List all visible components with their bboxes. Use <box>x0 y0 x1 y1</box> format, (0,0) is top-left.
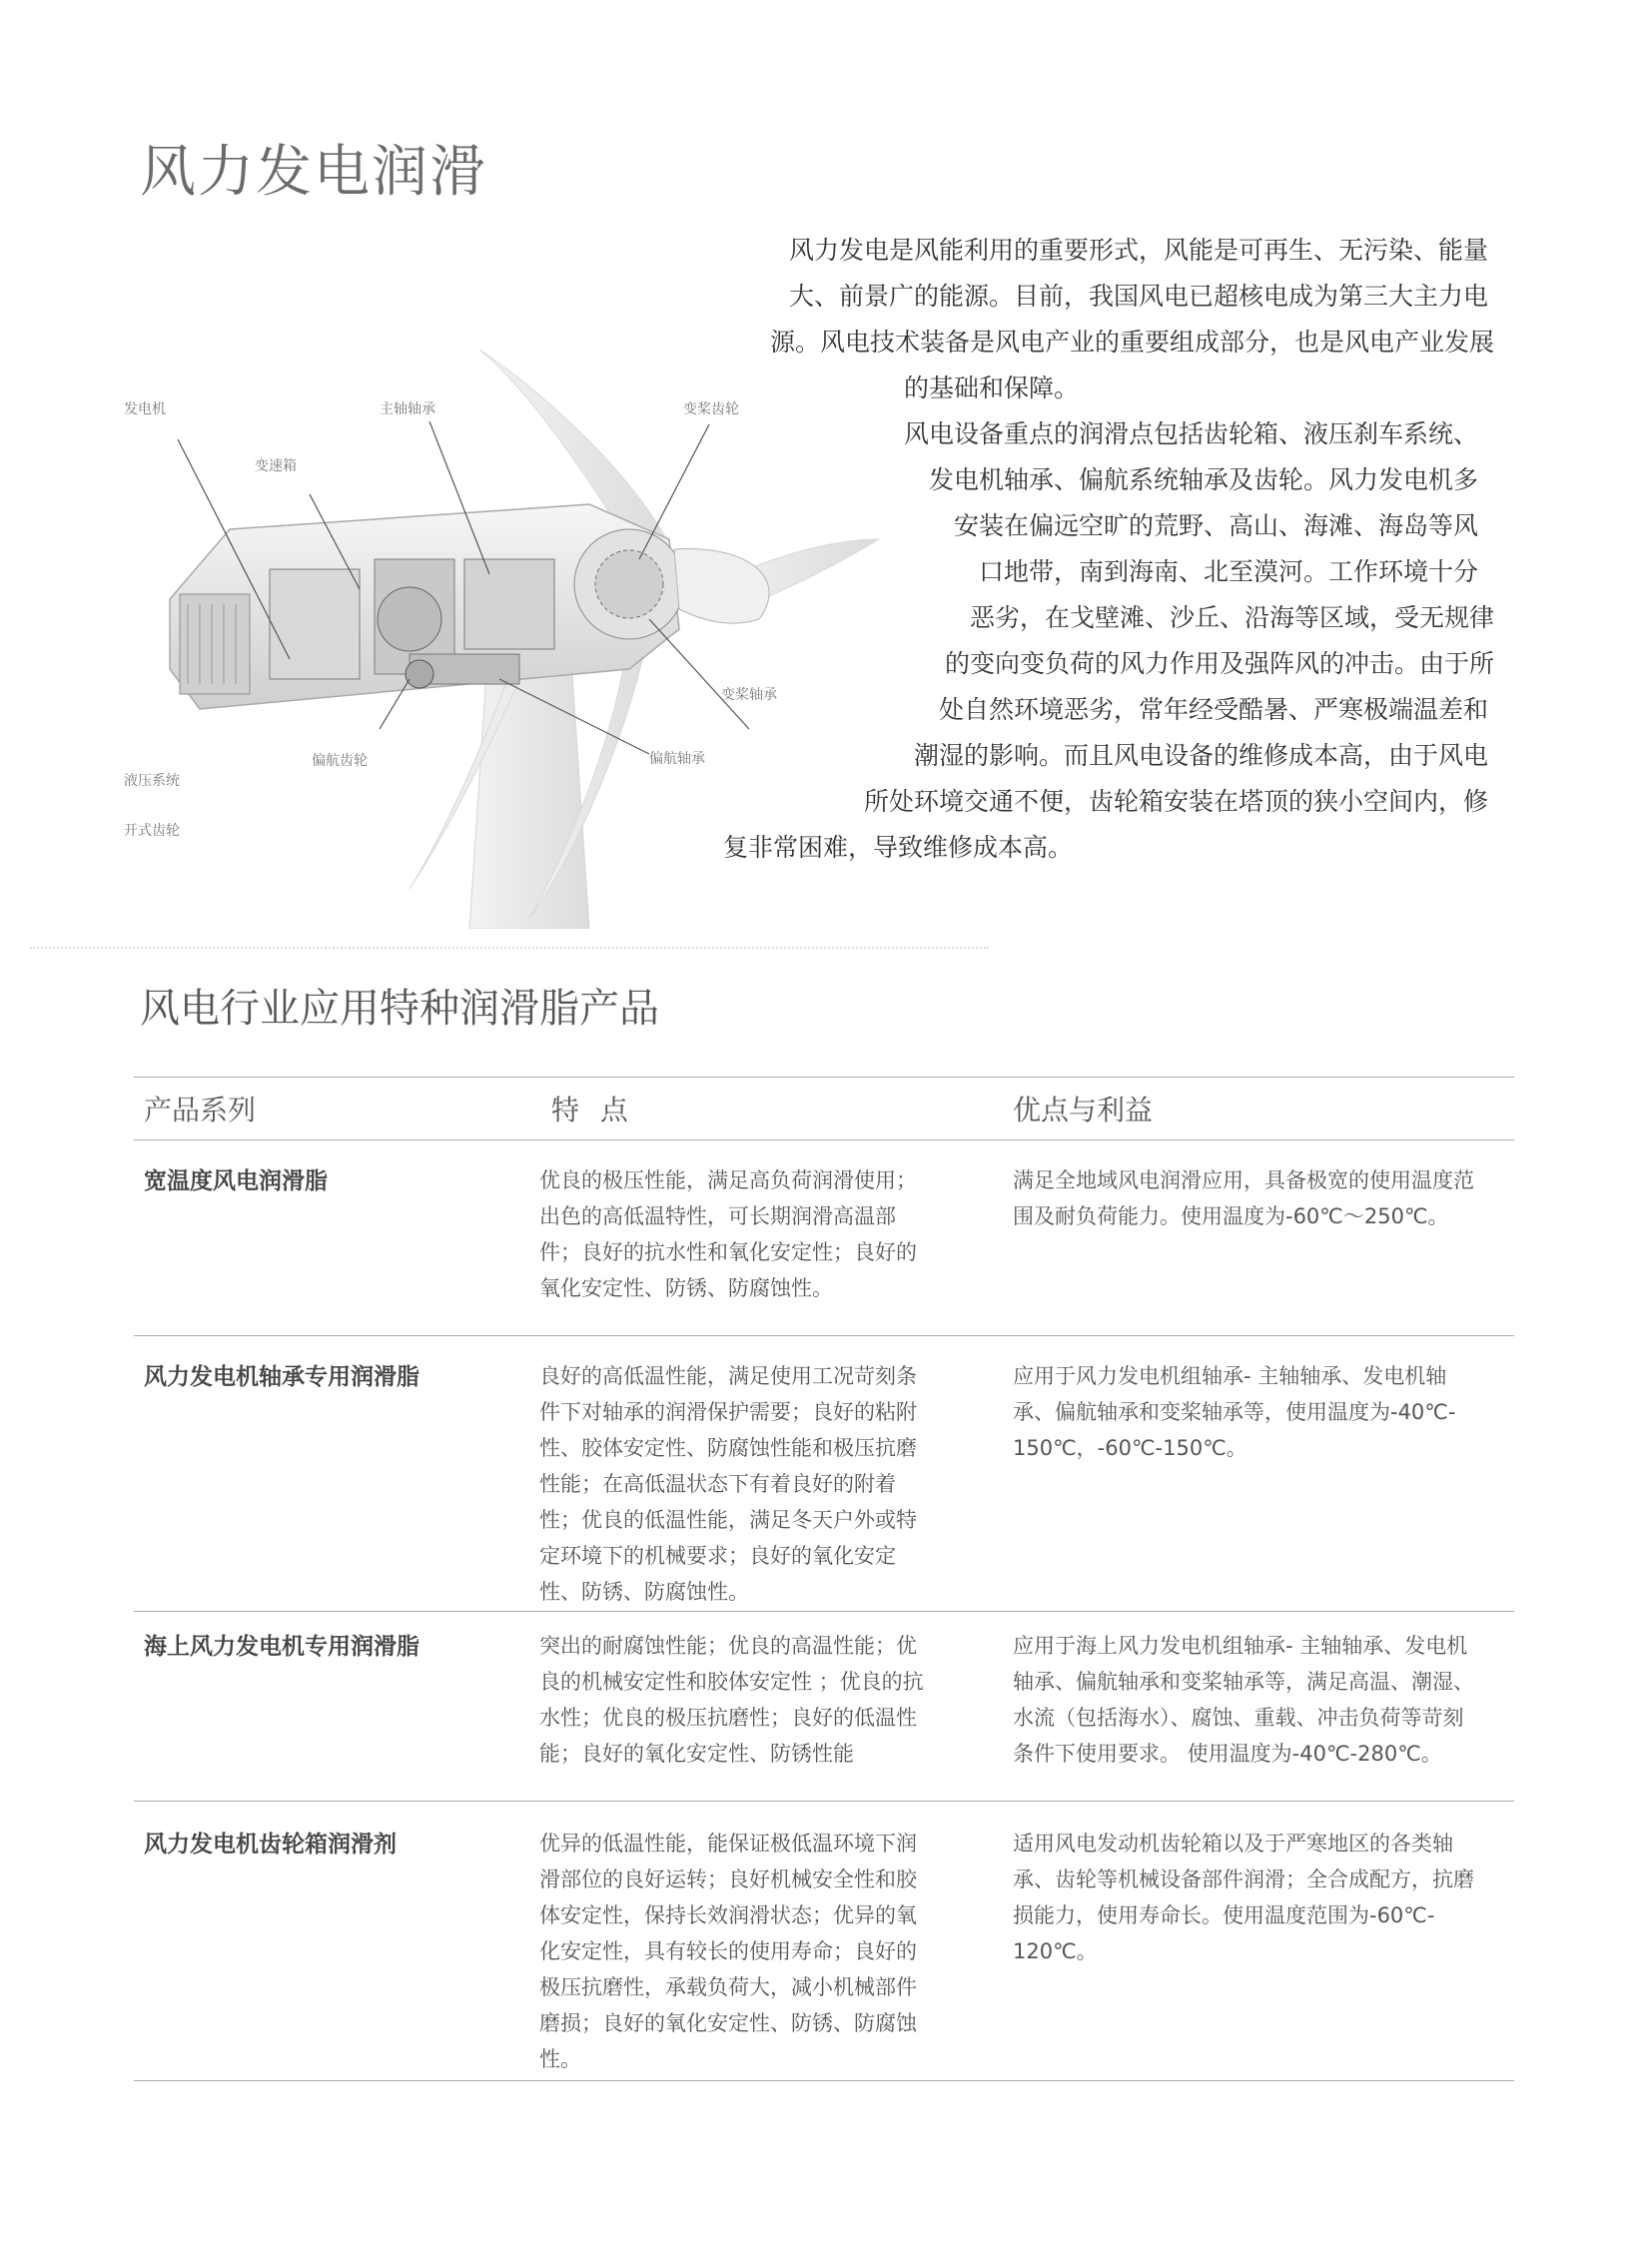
features-line: 极压抗磨性，承载负荷大，减小机械部件 <box>539 1975 917 1999</box>
features-line: 性、胶体安定性、防腐蚀性能和极压抗磨 <box>539 1436 917 1460</box>
features-line: 件下对轴承的润滑保护需要；良好的粘附 <box>539 1400 917 1424</box>
header-series: 产品系列 <box>144 1094 257 1126</box>
features-line: 良好的高低温性能，满足使用工况苛刻条 <box>539 1364 917 1388</box>
label-main-shaft-bearing: 主轴轴承 <box>380 401 435 417</box>
benefits-line: 围及耐负荷能力。使用温度为-60℃～250℃。 <box>1013 1204 1449 1228</box>
benefits-line: 适用风电发动机齿轮箱以及于严寒地区的各类轴 <box>1013 1832 1453 1856</box>
label-pitch-gear: 变桨齿轮 <box>683 401 739 417</box>
product-features <box>539 1162 1013 1335</box>
intro-line: 的变向变负荷的风力作用及强阵风的冲击。由于所 <box>944 649 1494 678</box>
label-yaw-gear: 偏航齿轮 <box>312 753 368 769</box>
features-line: 氧化安定性、防锈、防腐蚀性。 <box>539 1276 833 1300</box>
benefits-line: 150℃，-60℃-150℃。 <box>1013 1436 1247 1460</box>
table-header <box>134 1077 1514 1140</box>
product-benefits <box>1013 1358 1514 1611</box>
intro-line: 风电设备重点的润滑点包括齿轮箱、液压刹车系统、 <box>903 419 1478 448</box>
product-features <box>539 1628 1013 1801</box>
product-benefits <box>1013 1826 1514 2080</box>
label-pitch-bearing: 变桨轴承 <box>721 687 777 703</box>
header-features: 特 点 <box>551 1094 634 1126</box>
features-line: 能；良好的氧化安定性、防锈性能 <box>539 1742 854 1766</box>
intro-line: 潮湿的影响。而且风电设备的维修成本高，由于风电 <box>913 741 1488 770</box>
benefits-line: 应用于风力发电机组轴承- 主轴轴承、发电机轴 <box>1013 1364 1447 1388</box>
benefits-line: 应用于海上风力发电机组轴承- 主轴轴承、发电机 <box>1013 1634 1468 1658</box>
features-line: 优异的低温性能，能保证极低温环境下润 <box>539 1832 917 1856</box>
features-line: 突出的耐腐蚀性能；优良的高温性能；优 <box>539 1634 917 1658</box>
dotted-divider <box>30 947 989 949</box>
benefits-line: 轴承、偏航轴承和变桨轴承等，满足高温、潮湿、 <box>1013 1670 1474 1694</box>
product-features <box>539 1826 1013 2080</box>
benefits-line: 承、齿轮等机械设备部件润滑；全合成配方，抗磨 <box>1013 1868 1474 1891</box>
product-name: 风力发电机轴承专用润滑脂 <box>144 1364 419 1390</box>
table-row <box>134 1336 1514 1612</box>
features-line: 件；良好的抗水性和氧化安定性；良好的 <box>539 1240 917 1264</box>
label-open-gear: 开式齿轮 <box>124 823 180 839</box>
product-benefits <box>1013 1628 1514 1801</box>
features-line: 良的机械安定性和胶体安定性 ；优良的抗 <box>539 1670 924 1694</box>
table-row <box>134 1802 1514 2081</box>
features-line: 性、防锈、防腐蚀性。 <box>539 1580 749 1604</box>
intro-line: 所处环境交通不便，齿轮箱安装在塔顶的狭小空间内，修 <box>863 787 1488 816</box>
benefits-line: 120℃。 <box>1013 1939 1098 1963</box>
benefits-line: 承、偏航轴承和变桨轴承等，使用温度为-40℃- <box>1013 1400 1456 1424</box>
benefits-line: 条件下使用要求。 使用温度为-40℃-280℃。 <box>1013 1742 1442 1766</box>
intro-line: 恶劣，在戈壁滩、沙丘、沿海等区域，受无规律 <box>969 603 1494 632</box>
product-benefits <box>1013 1162 1514 1335</box>
section-title: 风电行业应用特种润滑脂产品 <box>140 986 659 1032</box>
features-line: 滑部位的良好运转；良好机械安全性和胶 <box>539 1868 917 1891</box>
features-line: 磨损；良好的氧化安定性、防锈、防腐蚀 <box>539 2011 917 2035</box>
features-line: 水性；优良的极压抗磨性；良好的低温性 <box>539 1706 917 1730</box>
features-line: 性能；在高低温状态下有着良好的附着 <box>539 1472 896 1496</box>
benefits-line: 损能力，使用寿命长。使用温度范围为-60℃- <box>1013 1903 1435 1927</box>
features-line: 化安定性，具有较长的使用寿命；良好的 <box>539 1939 917 1963</box>
product-features <box>539 1358 1013 1611</box>
product-name: 风力发电机齿轮箱润滑剂 <box>144 1832 397 1858</box>
features-line: 出色的高低温特性，可长期润滑高温部 <box>539 1204 896 1228</box>
intro-paragraph <box>699 228 1518 871</box>
features-line: 性；优良的低温性能，满足冬天户外或特 <box>539 1508 917 1532</box>
intro-line: 的基础和保障。 <box>903 374 1079 402</box>
features-line: 定环境下的机械要求；良好的氧化安定 <box>539 1544 896 1568</box>
header-benefits: 优点与利益 <box>1013 1094 1154 1126</box>
intro-line: 安装在偏远空旷的荒野、高山、海滩、海岛等风 <box>953 511 1478 540</box>
features-line: 优良的极压性能，满足高负荷润滑使用； <box>539 1168 917 1192</box>
intro-line: 源。风电技术装备是风电产业的重要组成部分，也是风电产业发展 <box>769 328 1494 357</box>
features-line: 体安定性，保持长效润滑状态；优异的氧 <box>539 1903 917 1927</box>
table-row <box>134 1140 1514 1336</box>
intro-line: 处自然环境恶劣，常年经受酷暑、严寒极端温差和 <box>938 695 1488 724</box>
label-hydraulic-system: 液压系统 <box>124 773 180 789</box>
products-table <box>134 1077 1514 2081</box>
intro-line: 大、前景广的能源。目前，我国风电已超核电成为第三大主力电 <box>788 282 1488 311</box>
features-line: 性。 <box>539 2047 581 2071</box>
intro-line: 口地带，南到海南、北至漠河。工作环境十分 <box>978 557 1478 586</box>
benefits-line: 水流（包括海水）、腐蚀、重载、冲击负荷等苛刻 <box>1013 1706 1464 1730</box>
label-gearbox: 变速箱 <box>255 458 297 474</box>
label-yaw-bearing: 偏航轴承 <box>649 751 705 767</box>
intro-line: 复非常困难，导致维修成本高。 <box>723 833 1074 862</box>
product-name: 宽温度风电润滑脂 <box>144 1168 328 1194</box>
table-row <box>134 1612 1514 1802</box>
label-generator: 发电机 <box>124 401 166 417</box>
product-name: 海上风力发电机专用润滑脂 <box>144 1634 419 1660</box>
page-title: 风力发电润滑 <box>140 140 487 205</box>
benefits-line: 满足全地域风电润滑应用，具备极宽的使用温度范 <box>1013 1168 1474 1192</box>
intro-line: 发电机轴承、偏航系统轴承及齿轮。风力发电机多 <box>928 465 1478 494</box>
intro-line: 风力发电是风能利用的重要形式，风能是可再生、无污染、能量 <box>788 236 1488 265</box>
